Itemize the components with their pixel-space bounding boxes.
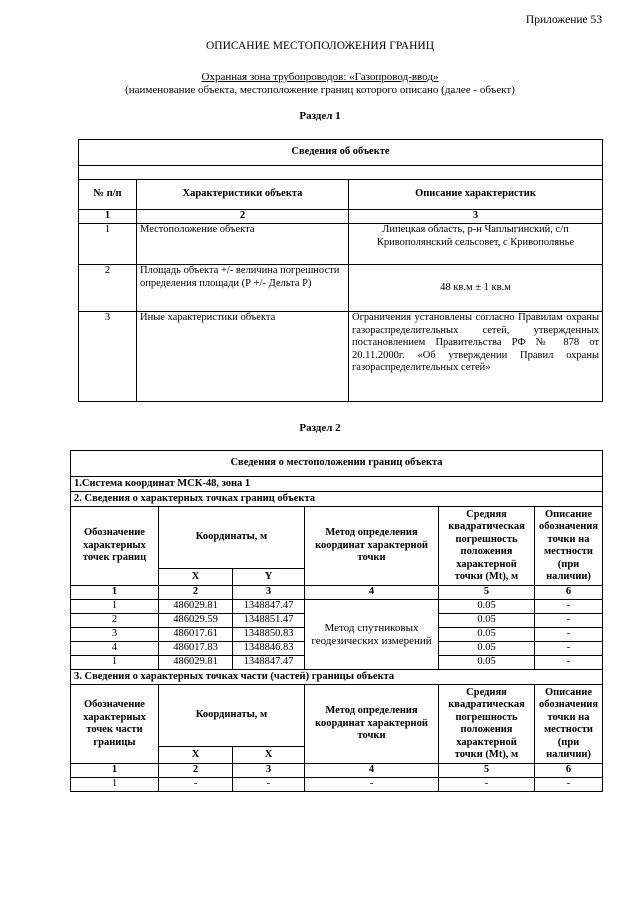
part-point-x: -	[159, 778, 233, 792]
point-description: -	[535, 614, 603, 628]
col-number-cell: 6	[535, 586, 603, 600]
appendix-number: Приложение 53	[525, 14, 602, 26]
document-title: ОПИСАНИЕ МЕСТОПОЛОЖЕНИЯ ГРАНИЦ	[205, 40, 435, 52]
point-x: 486029.59	[159, 614, 233, 628]
col-number-cell: 2	[159, 764, 233, 778]
point-description: -	[535, 628, 603, 642]
boundary-title: Сведения о местоположении границ объекта	[71, 451, 603, 477]
table-title-row	[79, 140, 603, 166]
part-header-x: X	[159, 747, 233, 764]
table-row	[79, 265, 603, 312]
point-accuracy: 0.05	[439, 656, 535, 670]
row-characteristic: Площадь объекта +/- величина погрешности определения площади (Р +/- Дельта Р)	[137, 265, 349, 312]
section1-label: Раздел 1	[299, 110, 341, 122]
part-header-method: Метод определения координат характерной точки	[305, 685, 439, 764]
point-number: 2	[71, 614, 159, 628]
col-number-cell: 5	[439, 764, 535, 778]
col-number-cell: 2	[159, 586, 233, 600]
part-point-description: -	[535, 778, 603, 792]
row-description: Липецкая область, р-н Чаплыгинский, с/п Кривополянский сельсовет, с Кривополянье	[349, 224, 603, 265]
point-y: 1348851.47	[233, 614, 305, 628]
point-x: 486017.83	[159, 642, 233, 656]
table-row	[71, 778, 603, 792]
object-info-table	[78, 139, 603, 402]
col-number-cell: 5	[439, 586, 535, 600]
part-title: 3. Сведения о характерных точках части (частей) границы объекта	[71, 670, 603, 685]
header-y: Y	[233, 569, 305, 586]
table-row	[79, 224, 603, 265]
header-description: Описание характеристик	[349, 180, 603, 210]
object-info-title: Сведения об объекте	[79, 140, 603, 166]
header-x: X	[159, 569, 233, 586]
row-number: 2	[79, 265, 137, 312]
point-x: 486017.61	[159, 628, 233, 642]
spacer-cell	[79, 166, 603, 180]
point-accuracy: 0.05	[439, 628, 535, 642]
part-point-y: -	[233, 778, 305, 792]
col-number-cell: 2	[137, 210, 349, 224]
part-header-point: Обозначение характерных точек части границы	[71, 685, 159, 764]
section2-label: Раздел 2	[299, 422, 341, 434]
header-point: Обозначение характерных точек границ	[71, 507, 159, 586]
row-number: 3	[79, 312, 137, 402]
point-number: 1	[71, 656, 159, 670]
col-number-cell: 1	[79, 210, 137, 224]
part-point-number: 1	[71, 778, 159, 792]
point-description: -	[535, 642, 603, 656]
part-header-row	[71, 685, 603, 747]
point-x: 486029.81	[159, 600, 233, 614]
point-description: -	[535, 656, 603, 670]
part-header-coords: Координаты, м	[159, 685, 305, 747]
table-row	[71, 600, 603, 614]
part-point-method: -	[305, 778, 439, 792]
point-number: 4	[71, 642, 159, 656]
col-number-cell: 4	[305, 586, 439, 600]
part-point-accuracy: -	[439, 778, 535, 792]
point-x: 486029.81	[159, 656, 233, 670]
header-coords: Координаты, м	[159, 507, 305, 569]
header-row	[71, 507, 603, 569]
row-description: 48 кв.м ± 1 кв.м	[349, 265, 603, 312]
header-characteristic: Характеристики объекта	[137, 180, 349, 210]
point-number: 3	[71, 628, 159, 642]
part-header-accuracy: Средняя квадратическая погрешность положения характерной точки (Mt), м	[439, 685, 535, 764]
row-characteristic: Иные характеристики объекта	[137, 312, 349, 402]
column-numbers-row	[71, 586, 603, 600]
row-characteristic: Местоположение объекта	[137, 224, 349, 265]
header-row	[79, 180, 603, 210]
coord-system: 1.Система координат МСК-48, зона 1	[71, 477, 603, 492]
point-y: 1348847.47	[233, 600, 305, 614]
header-method: Метод определения координат характерной точки	[305, 507, 439, 586]
col-number-cell: 4	[305, 764, 439, 778]
point-accuracy: 0.05	[439, 614, 535, 628]
object-name-caption: (наименование объекта, местоположение границ которого описано (далее - объект)	[125, 84, 515, 96]
point-y: 1348847.47	[233, 656, 305, 670]
spacer-row	[79, 166, 603, 180]
header-number: № п/п	[79, 180, 137, 210]
header-accuracy: Средняя квадратическая погрешность положения характерной точки (Mt), м	[439, 507, 535, 586]
part-title-row	[71, 670, 603, 685]
col-number-cell: 1	[71, 586, 159, 600]
col-number-cell: 3	[233, 764, 305, 778]
point-y: 1348850.83	[233, 628, 305, 642]
table-title-row	[71, 451, 603, 477]
column-numbers-row	[79, 210, 603, 224]
col-number-cell: 3	[349, 210, 603, 224]
row-description: Ограничения установлены согласно Правилам охраны газораспределительных сетей, утвержденных постановлением Правительства РФ № 878 от 20.11.2000г. «Об утверждении Правил охраны газораспределительных сетей»	[349, 312, 603, 402]
col-number-cell: 3	[233, 586, 305, 600]
point-accuracy: 0.05	[439, 642, 535, 656]
column-numbers-row	[71, 764, 603, 778]
point-y: 1348846.83	[233, 642, 305, 656]
point-number: 1	[71, 600, 159, 614]
points-title-row	[71, 492, 603, 507]
point-accuracy: 0.05	[439, 600, 535, 614]
boundary-table	[70, 450, 603, 792]
header-point-description: Описание обозначения точки на местности (при наличии)	[535, 507, 603, 586]
part-header-y: X	[233, 747, 305, 764]
object-name-text: Охранная зона трубопроводов: «Газопровод-ввод»	[201, 71, 439, 83]
col-number-cell: 1	[71, 764, 159, 778]
points-title: 2. Сведения о характерных точках границ объекта	[71, 492, 603, 507]
method-cell: Метод спутниковых геодезических измерений	[305, 600, 439, 670]
table-row	[79, 312, 603, 402]
col-number-cell: 6	[535, 764, 603, 778]
point-description: -	[535, 600, 603, 614]
row-number: 1	[79, 224, 137, 265]
coord-system-row	[71, 477, 603, 492]
part-header-point-description: Описание обозначения точки на местности (при наличии)	[535, 685, 603, 764]
object-name	[0, 71, 640, 83]
